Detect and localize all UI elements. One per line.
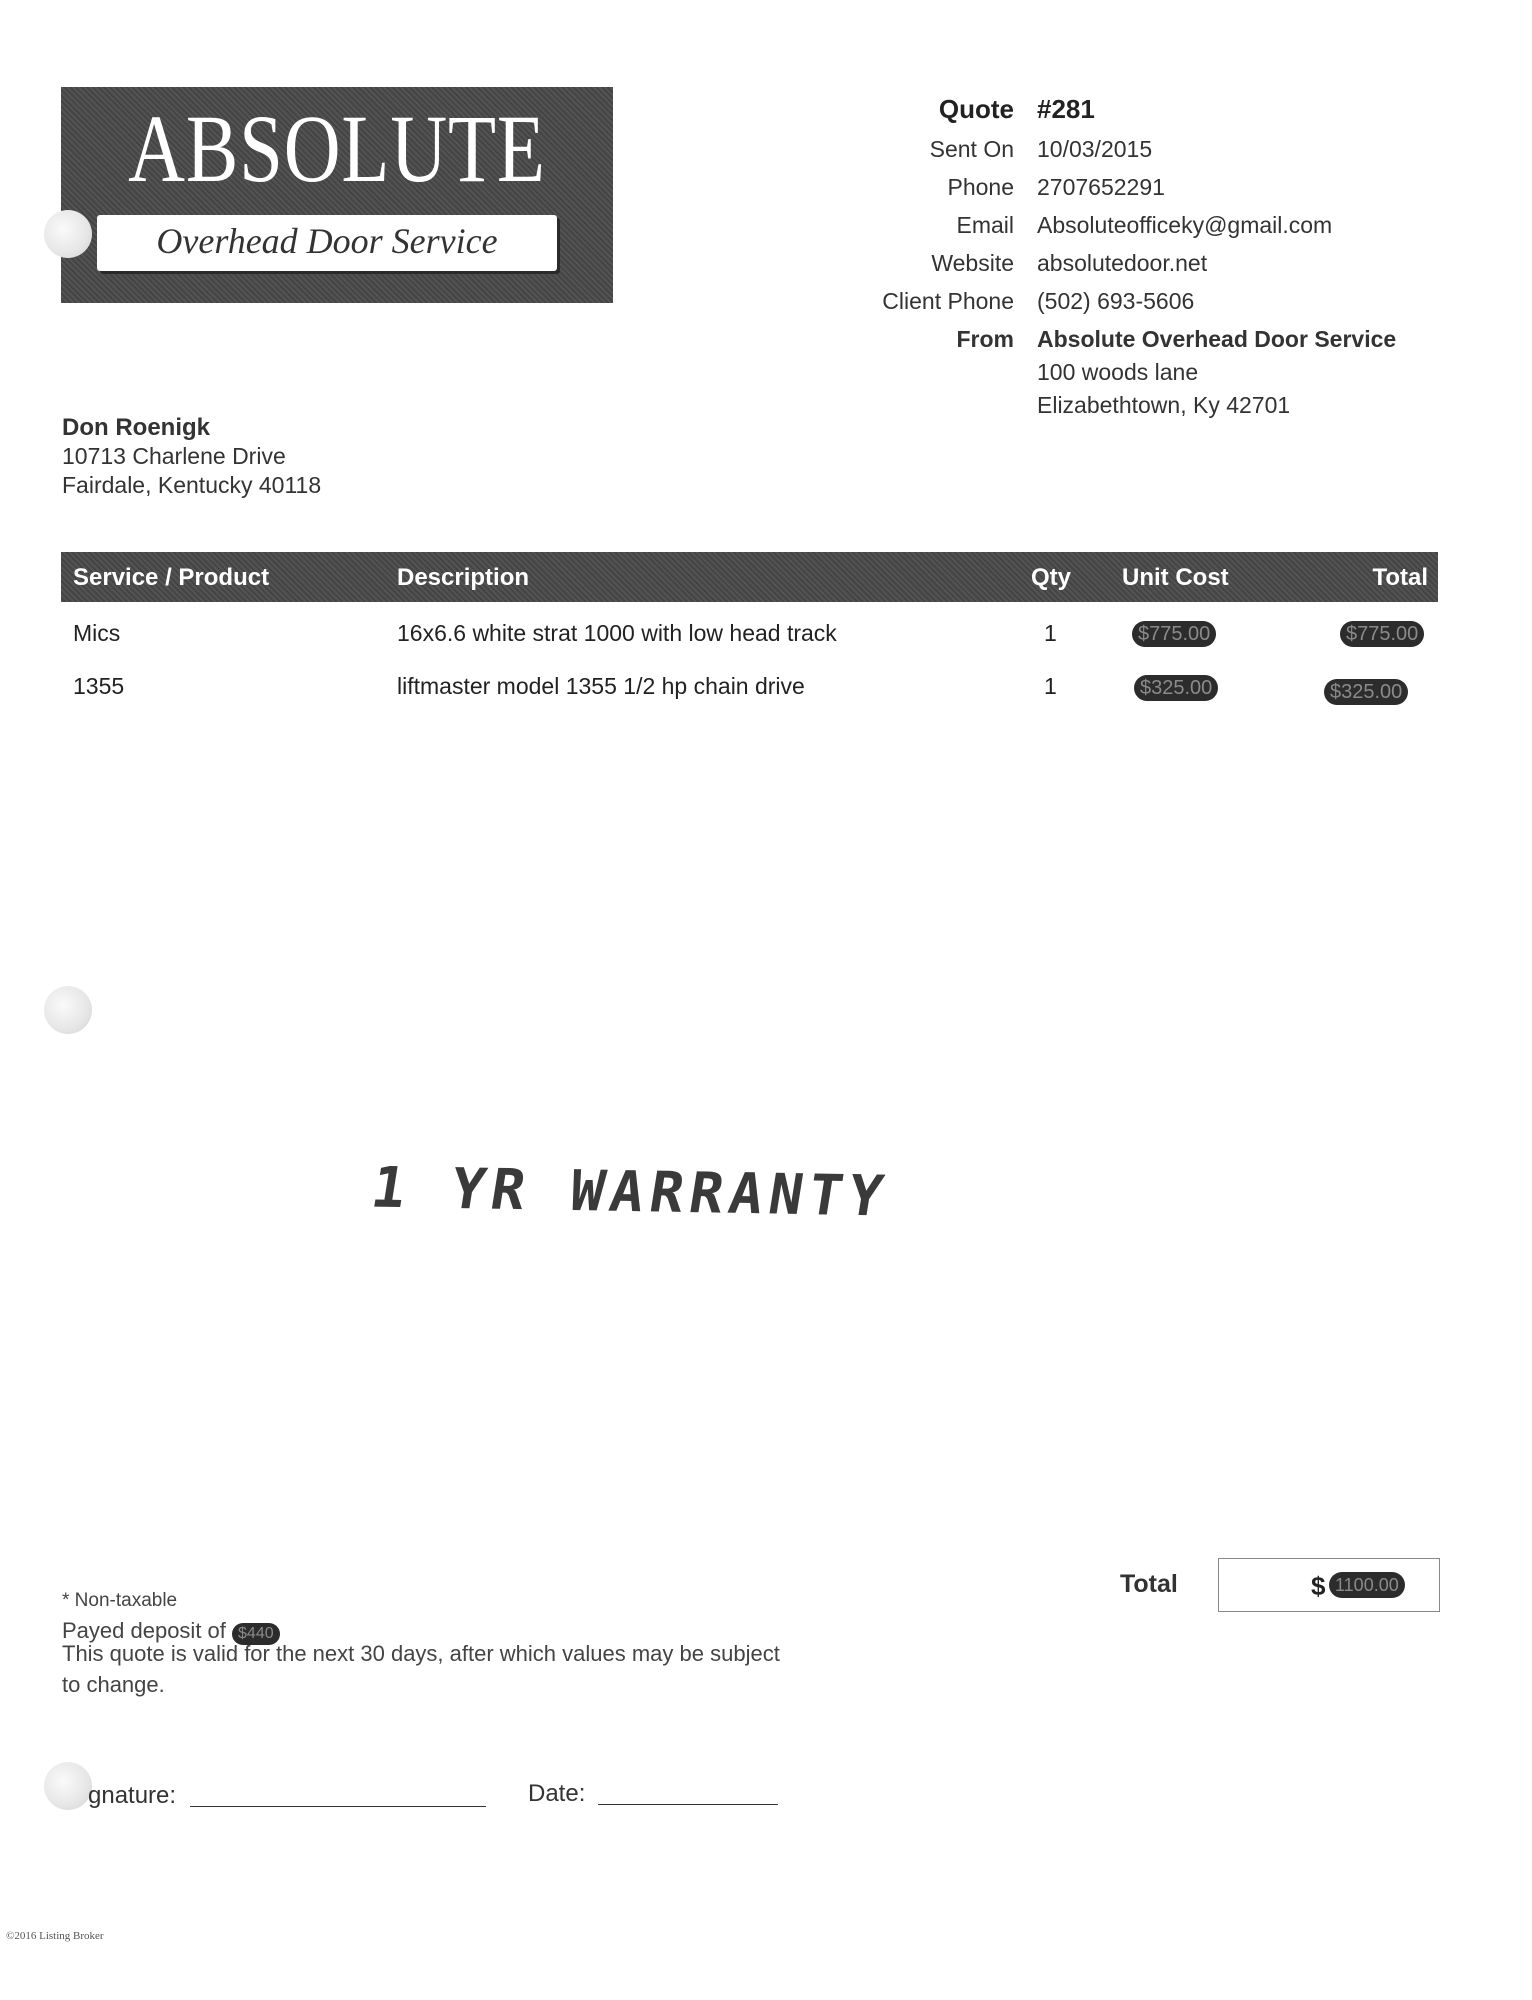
client-address-line1: 10713 Charlene Drive [62,443,286,469]
total-label: Total [1120,1570,1178,1598]
client-phone-label: Client Phone [882,288,1014,314]
email-value: Absoluteofficeky@gmail.com [1037,212,1333,238]
total-currency: $ [1311,1571,1326,1601]
punch-hole-icon [44,210,92,258]
validity-note-continued: to change. [62,1672,165,1697]
column-header-unit-cost: Unit Cost [1122,564,1229,591]
email-label: Email [956,212,1014,238]
row-unit-cost-redacted: $325.00 [1134,675,1218,701]
phone-value: 2707652291 [1037,174,1165,200]
validity-note: This quote is valid for the next 30 days, after which values may be subject [62,1641,780,1666]
table-header [61,552,1438,602]
total-box [1218,1558,1440,1612]
row-qty: 1 [1044,620,1057,646]
client-name: Don Roenigk [62,414,210,441]
signature-line[interactable] [190,1806,486,1807]
date-label: Date: [528,1780,586,1807]
deposit-prefix: Payed deposit of [62,1618,226,1643]
column-header-description: Description [397,564,530,591]
deposit-value-redacted: $440 [232,1623,280,1645]
column-header-service: Service / Product [73,564,270,591]
non-taxable-note: * Non-taxable [62,1590,178,1611]
from-address-line2: Elizabethtown, Ky 42701 [1037,392,1291,418]
punch-hole-icon [44,986,92,1034]
sent-on-label: Sent On [929,136,1014,162]
footer-copyright: ©2016 Listing Broker [6,1930,104,1942]
signature-label: gnature: [88,1782,177,1809]
client-address-line2: Fairdale, Kentucky 40118 [62,472,322,498]
company-logo [61,87,613,303]
row-unit-cost-redacted: $775.00 [1132,621,1216,647]
quote-number: #281 [1037,94,1095,124]
client-phone-value: (502) 693-5606 [1037,288,1195,314]
row-service: 1355 [73,673,125,699]
logo-subtitle-band [97,215,557,271]
row-total-redacted: $775.00 [1340,621,1424,647]
punch-hole-icon [44,1762,92,1810]
row-description: liftmaster model 1355 1/2 hp chain drive [397,673,805,699]
row-description: 16x6.6 white strat 1000 with low head track [397,620,837,646]
quote-label: Quote [938,94,1014,124]
sent-on-value: 10/03/2015 [1037,136,1153,162]
total-value-redacted: 1100.00 [1329,1572,1405,1598]
from-label: From [956,326,1014,352]
date-line[interactable] [598,1804,778,1805]
row-total-redacted: $325.00 [1324,679,1408,705]
logo-title: ABSOLUTE [128,95,546,202]
column-header-qty: Qty [1031,564,1072,591]
logo-subtitle: Overhead Door Service [156,221,498,261]
from-address-line1: 100 woods lane [1037,359,1199,385]
website-label: Website [931,250,1014,276]
row-qty: 1 [1044,673,1057,699]
from-name: Absolute Overhead Door Service [1037,326,1397,352]
website-value: absolutedoor.net [1037,250,1208,276]
row-service: Mics [73,620,121,646]
handwritten-warranty-note: 1 YR WARRANTY [366,1155,894,1230]
column-header-total: Total [1372,564,1428,591]
phone-label: Phone [947,174,1014,200]
